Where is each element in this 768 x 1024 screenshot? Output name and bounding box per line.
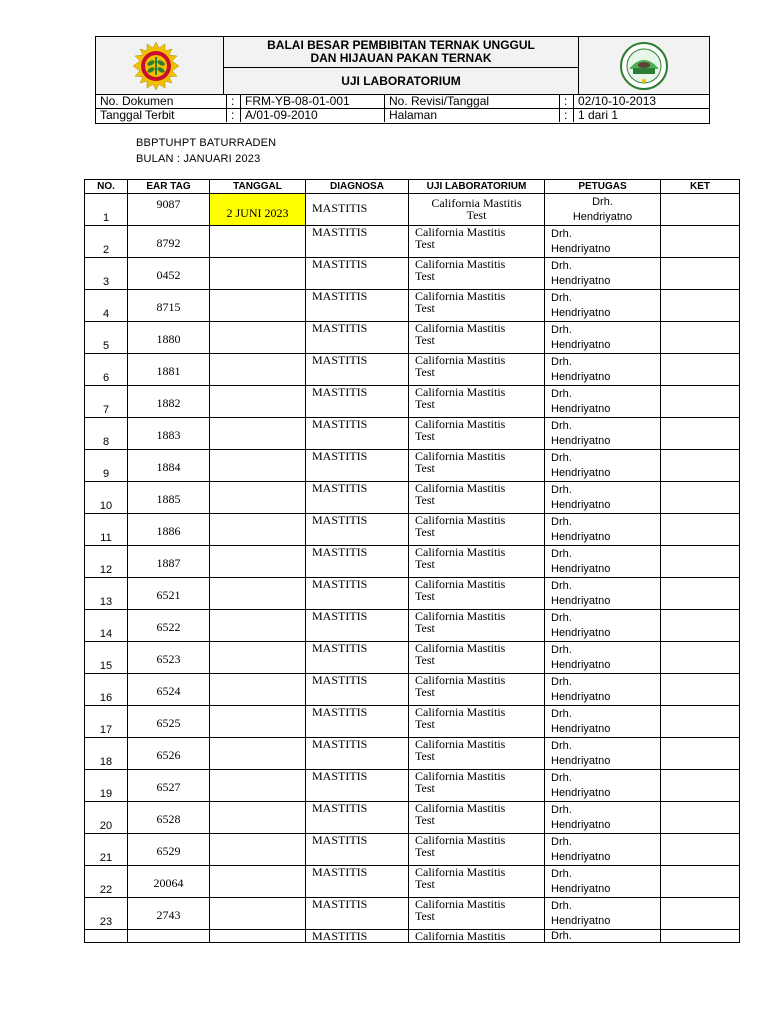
row-number: 5 [85,322,128,354]
diagnosis-cell: MASTITIS [306,706,409,738]
notes-cell [661,706,740,738]
notes-cell [661,482,740,514]
ear-tag-cell: 6527 [128,770,210,802]
date-cell [210,482,306,514]
date-cell [210,386,306,418]
notes-cell [661,322,740,354]
lab-test-cell: California Mastitis Test [409,194,545,226]
notes-cell [661,194,740,226]
column-header: DIAGNOSA [306,180,409,194]
officer-cell: Drh. [545,930,661,943]
lab-test-cell: California Mastitis Test [409,290,545,322]
row-number: 19 [85,770,128,802]
ear-tag-cell: 2743 [128,898,210,930]
notes-cell [661,834,740,866]
row-number: 10 [85,482,128,514]
date-cell [210,578,306,610]
row-number [85,930,128,943]
diagnosis-cell: MASTITIS [306,290,409,322]
officer-cell: Drh. Hendriyatno [545,226,661,258]
ear-tag-cell: 9087 [128,194,210,226]
ear-tag-cell: 1885 [128,482,210,514]
lab-test-cell: California Mastitis Test [409,770,545,802]
notes-cell [661,226,740,258]
row-number: 2 [85,226,128,258]
ear-tag-cell: 6523 [128,642,210,674]
lab-test-cell: California Mastitis Test [409,898,545,930]
lab-test-cell: California Mastitis Test [409,450,545,482]
row-number: 3 [85,258,128,290]
diagnosis-cell: MASTITIS [306,674,409,706]
officer-cell: Drh. Hendriyatno [545,610,661,642]
meta-row-issued [96,108,709,122]
table-row [85,674,740,706]
ear-tag-cell: 6525 [128,706,210,738]
table-row [85,578,740,610]
date-cell [210,898,306,930]
date-cell [210,354,306,386]
ear-tag-cell: 1882 [128,386,210,418]
diagnosis-cell: MASTITIS [306,482,409,514]
officer-cell: Drh. Hendriyatno [545,482,661,514]
diagnosis-cell: MASTITIS [306,226,409,258]
table-row [85,898,740,930]
lab-test-cell: California Mastitis Test [409,834,545,866]
diagnosis-cell: MASTITIS [306,930,409,943]
row-number: 16 [85,674,128,706]
lab-test-cell: California Mastitis Test [409,578,545,610]
notes-cell [661,450,740,482]
row-number: 13 [85,578,128,610]
ear-tag-cell: 8792 [128,226,210,258]
row-number: 18 [85,738,128,770]
date-cell [210,290,306,322]
notes-cell [661,642,740,674]
lab-test-cell: California Mastitis Test [409,706,545,738]
left-logo-cell [96,37,224,94]
officer-cell: Drh. Hendriyatno [545,418,661,450]
lab-test-cell: California Mastitis Test [409,322,545,354]
officer-cell: Drh. Hendriyatno [545,194,661,226]
notes-cell [661,290,740,322]
label-doc-no: No. Dokumen [96,94,227,108]
ear-tag-cell: 6521 [128,578,210,610]
diagnosis-cell: MASTITIS [306,354,409,386]
issued-value: A/01-09-2010 [241,108,385,122]
ministry-emblem-icon [131,41,181,91]
table-row [85,930,740,943]
table-row [85,738,740,770]
table-row [85,866,740,898]
date-cell [210,866,306,898]
diagnosis-cell: MASTITIS [306,770,409,802]
ear-tag-cell: 6528 [128,802,210,834]
label-issued: Tanggal Terbit [96,108,227,122]
diagnosis-cell: MASTITIS [306,866,409,898]
officer-cell: Drh. Hendriyatno [545,354,661,386]
column-header: EAR TAG [128,180,210,194]
ear-tag-cell: 1884 [128,450,210,482]
ear-tag-cell [128,930,210,943]
row-number: 6 [85,354,128,386]
location-text: BBPTUHPT BATURRADEN [136,137,277,149]
officer-cell: Drh. Hendriyatno [545,674,661,706]
diagnosis-cell: MASTITIS [306,578,409,610]
ear-tag-cell: 1881 [128,354,210,386]
ear-tag-cell: 6524 [128,674,210,706]
date-cell [210,258,306,290]
table-row [85,290,740,322]
officer-cell: Drh. Hendriyatno [545,450,661,482]
date-cell [210,738,306,770]
row-number: 11 [85,514,128,546]
table-row [85,226,740,258]
table-row [85,802,740,834]
label-revision: No. Revisi/Tanggal [385,94,560,108]
notes-cell [661,930,740,943]
separator: : [560,108,574,122]
officer-cell: Drh. Hendriyatno [545,578,661,610]
table-row [85,514,740,546]
diagnosis-cell: MASTITIS [306,738,409,770]
diagnosis-cell: MASTITIS [306,642,409,674]
row-number: 17 [85,706,128,738]
notes-cell [661,418,740,450]
officer-cell: Drh. Hendriyatno [545,834,661,866]
officer-cell: Drh. Hendriyatno [545,706,661,738]
ear-tag-cell: 1880 [128,322,210,354]
table-row [85,706,740,738]
date-cell [210,610,306,642]
row-number: 20 [85,802,128,834]
diagnosis-cell: MASTITIS [306,802,409,834]
row-number: 12 [85,546,128,578]
row-number: 15 [85,642,128,674]
column-header: UJI LABORATORIUM [409,180,545,194]
date-cell [210,770,306,802]
date-cell [210,642,306,674]
diagnosis-cell: MASTITIS [306,386,409,418]
officer-cell: Drh. Hendriyatno [545,386,661,418]
notes-cell [661,738,740,770]
notes-cell [661,898,740,930]
label-page: Halaman [385,108,560,122]
right-logo-cell [578,37,709,94]
date-cell: 2 JUNI 2023 [210,194,306,226]
date-cell [210,674,306,706]
row-number: 21 [85,834,128,866]
column-header: KET [661,180,740,194]
table-row [85,834,740,866]
lab-test-cell: California Mastitis Test [409,546,545,578]
lab-test-cell: California Mastitis Test [409,738,545,770]
date-cell [210,802,306,834]
row-number: 1 [85,194,128,226]
row-number: 8 [85,418,128,450]
ear-tag-cell: 1887 [128,546,210,578]
column-header: NO. [85,180,128,194]
lab-test-cell: California Mastitis Test [409,354,545,386]
date-cell [210,514,306,546]
meta-row-document [96,94,709,109]
diagnosis-cell: MASTITIS [306,258,409,290]
lab-test-cell: California Mastitis Test [409,258,545,290]
institution-seal-icon [619,41,669,91]
date-cell [210,322,306,354]
row-number: 4 [85,290,128,322]
officer-cell: Drh. Hendriyatno [545,738,661,770]
lab-test-cell: California Mastitis Test [409,866,545,898]
officer-cell: Drh. Hendriyatno [545,770,661,802]
table-row [85,450,740,482]
separator: : [560,94,574,108]
separator: : [227,108,241,122]
column-header: PETUGAS [545,180,661,194]
lab-test-cell: California Mastitis Test [409,642,545,674]
officer-cell: Drh. Hendriyatno [545,642,661,674]
ear-tag-cell: 8715 [128,290,210,322]
row-number: 7 [85,386,128,418]
organization-name: BALAI BESAR PEMBIBITAN TERNAK UNGGUL DAN HIJAUAN PAKAN TERNAK [224,37,578,68]
notes-cell [661,866,740,898]
table-row [85,610,740,642]
lab-test-cell: California Mastitis Test [409,674,545,706]
ear-tag-cell: 6522 [128,610,210,642]
officer-cell: Drh. Hendriyatno [545,802,661,834]
separator: : [227,94,241,108]
row-number: 9 [85,450,128,482]
diagnosis-cell: MASTITIS [306,450,409,482]
page-value: 1 dari 1 [578,108,619,122]
row-number: 23 [85,898,128,930]
date-cell [210,226,306,258]
lab-test-cell: California Mastitis Test [409,514,545,546]
lab-test-table [84,179,740,943]
diagnosis-cell: MASTITIS [306,834,409,866]
lab-test-cell: California Mastitis Test [409,226,545,258]
officer-cell: Drh. Hendriyatno [545,898,661,930]
notes-cell [661,578,740,610]
doc-no-value: FRM-YB-08-01-001 [241,94,385,108]
lab-test-cell: California Mastitis Test [409,418,545,450]
table-row [85,194,740,226]
ear-tag-cell: 20064 [128,866,210,898]
table-row [85,418,740,450]
table-row [85,322,740,354]
lab-test-cell: California Mastitis Test [409,802,545,834]
officer-cell: Drh. Hendriyatno [545,258,661,290]
document-title: UJI LABORATORIUM [341,74,461,88]
notes-cell [661,258,740,290]
date-cell [210,930,306,943]
officer-cell: Drh. Hendriyatno [545,322,661,354]
notes-cell [661,546,740,578]
notes-cell [661,514,740,546]
diagnosis-cell: MASTITIS [306,322,409,354]
notes-cell [661,610,740,642]
ear-tag-cell: 1886 [128,514,210,546]
notes-cell [661,770,740,802]
diagnosis-cell: MASTITIS [306,418,409,450]
row-number: 14 [85,610,128,642]
lab-test-cell: California Mastitis Test [409,386,545,418]
document-meta [95,94,710,124]
document-header [95,36,710,95]
date-cell [210,450,306,482]
notes-cell [661,354,740,386]
column-header: TANGGAL [210,180,306,194]
row-number: 22 [85,866,128,898]
ear-tag-cell: 0452 [128,258,210,290]
table-row [85,386,740,418]
table-row [85,546,740,578]
date-cell [210,706,306,738]
notes-cell [661,674,740,706]
table-row [85,258,740,290]
diagnosis-cell: MASTITIS [306,610,409,642]
table-row [85,642,740,674]
diagnosis-cell: MASTITIS [306,546,409,578]
diagnosis-cell: MASTITIS [306,194,409,226]
ear-tag-cell: 1883 [128,418,210,450]
table-header-row [85,180,740,194]
officer-cell: Drh. Hendriyatno [545,290,661,322]
officer-cell: Drh. Hendriyatno [545,546,661,578]
notes-cell [661,802,740,834]
date-cell [210,418,306,450]
officer-cell: Drh. Hendriyatno [545,514,661,546]
month-text: BULAN : JANUARI 2023 [136,153,261,165]
ear-tag-cell: 6529 [128,834,210,866]
officer-cell: Drh. Hendriyatno [545,866,661,898]
table-row [85,770,740,802]
lab-test-cell: California Mastitis Test [409,610,545,642]
date-cell [210,546,306,578]
ear-tag-cell: 6526 [128,738,210,770]
diagnosis-cell: MASTITIS [306,898,409,930]
table-row [85,482,740,514]
lab-test-cell: California Mastitis [409,930,545,943]
notes-cell [661,386,740,418]
date-cell [210,834,306,866]
revision-value: 02/10-10-2013 [578,94,657,108]
lab-test-cell: California Mastitis Test [409,482,545,514]
diagnosis-cell: MASTITIS [306,514,409,546]
table-row [85,354,740,386]
